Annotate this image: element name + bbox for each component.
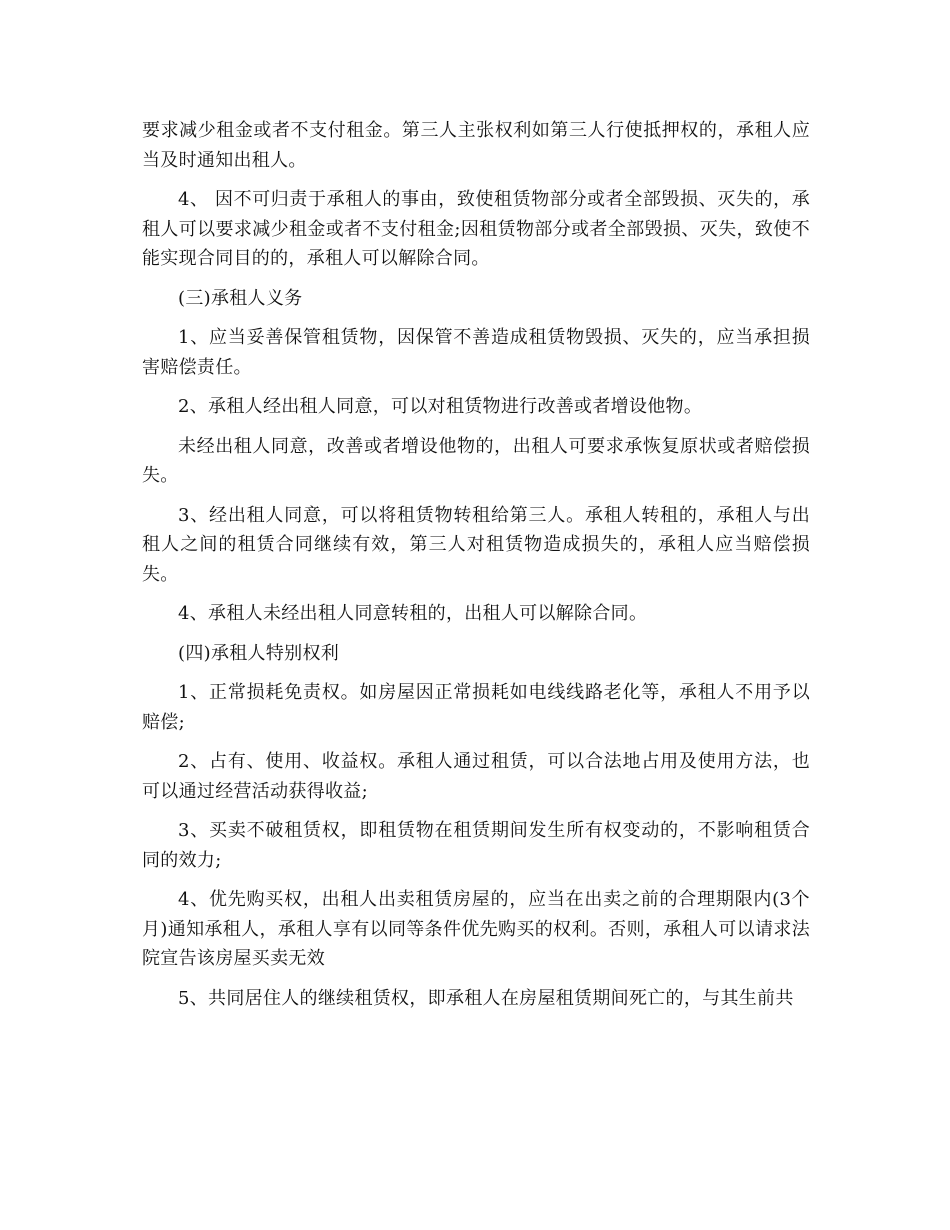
section-heading-lessee-special-rights: (四)承租人特别权利 bbox=[178, 642, 340, 664]
paragraph-6: 未经出租人同意，改善或者增设他物的，出租人可要求承恢复原状或者赔偿损失。 bbox=[142, 435, 810, 486]
paragraph-7: 3、经出租人同意，可以将租赁物转租给第三人。承租人转租的，承租人与出租人之间的租赁合同继续有效，第三人对租赁物造成损失的，承租人应当赔偿损失。 bbox=[142, 504, 810, 585]
paragraph-1: 要求减少租金或者不支付租金。第三人主张权利如第三人行使抵押权的，承租人应当及时通知出租人。 bbox=[142, 120, 810, 171]
paragraph-13: 4、优先购买权，出租人出卖租赁房屋的，应当在出卖之前的合理期限内(3个月)通知承租人，承租人享有以同等条件优先购买的权利。否则，承租人可以请求法院宣告该房屋买卖无效 bbox=[142, 889, 810, 969]
paragraph-11: 2、占有、使用、收益权。承租人通过租赁，可以合法地占用及使用方法，也可以通过经营活动获得收益; bbox=[142, 751, 810, 802]
paragraph-10: 1、正常损耗免责权。如房屋因正常损耗如电线线路老化等，承租人不用予以赔偿; bbox=[142, 682, 810, 733]
paragraph-5: 2、承租人经出租人同意，可以对租赁物进行改善或者增设他物。 bbox=[178, 396, 703, 417]
paragraph-4: 1、应当妥善保管租赁物，因保管不善造成租赁物毁损、灭失的，应当承担损害赔偿责任。 bbox=[142, 327, 810, 378]
paragraph-2: 4、 因不可归责于承租人的事由，致使租赁物部分或者全部毁损、灭失的，承租人可以要求减少租金或者不支付租金;因租赁物部分或者全部毁损、灭失，致使不能实现合同目的的，承租人可以解除合同。 bbox=[142, 189, 810, 269]
section-heading-lessee-obligations: (三)承租人义务 bbox=[178, 287, 303, 309]
paragraph-12: 3、买卖不破租赁权，即租赁物在租赁期间发生所有权变动的，不影响租赁合同的效力; bbox=[142, 820, 810, 871]
paragraph-14: 5、共同居住人的继续租赁权，即承租人在房屋租赁期间死亡的，与其生前共 bbox=[178, 987, 794, 1009]
paragraph-8: 4、承租人未经出租人同意转租的，出租人可以解除合同。 bbox=[178, 603, 648, 624]
